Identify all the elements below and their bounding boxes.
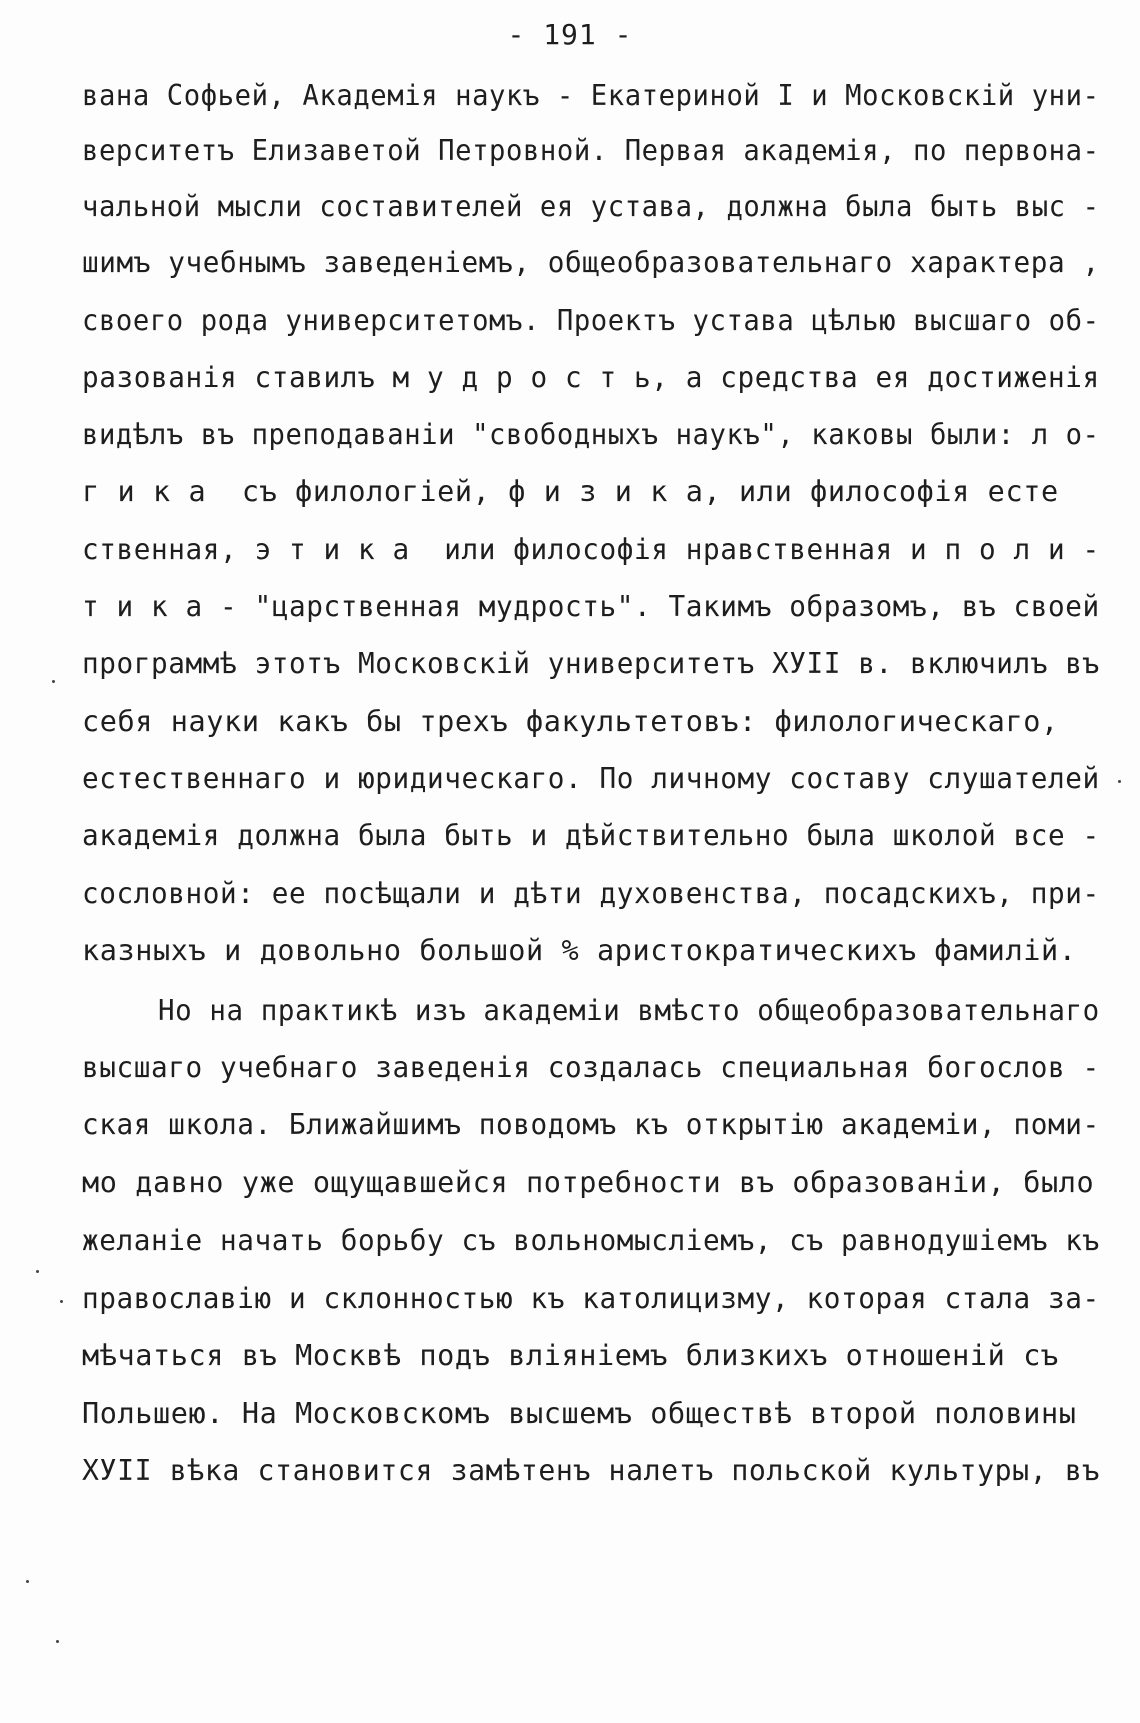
text-line-15: сословной: ее посѣщали и дѣти духовенства, посадскихъ, при- — [82, 877, 1100, 910]
text-line-5: своего рода университетомъ. Проектъ устава цѣлью высшаго об- — [82, 304, 1100, 337]
scan-speck — [60, 1300, 63, 1303]
text-line-14: академія должна была быть и дѣйствительно была школой все - — [82, 819, 1100, 852]
scan-speck — [56, 1640, 59, 1643]
text-line-3: чальной мысли составителей ея устава, должна была быть выс - — [82, 190, 1100, 223]
text-line-25: XУII вѣка становится замѣтенъ налетъ польской культуры, въ — [82, 1454, 1100, 1487]
text-line-19: ская школа. Ближайшимъ поводомъ къ открытію академіи, поми- — [82, 1108, 1100, 1141]
text-line-10: т и к а - "царственная мудрость". Такимъ образомъ, въ своей — [82, 590, 1100, 623]
scan-speck — [26, 1580, 29, 1583]
text-line-20: мо давно уже ощущавшейся потребности въ образованіи, было — [82, 1166, 1095, 1199]
text-line-7: видѣлъ въ преподаваніи "свободныхъ наукъ", каковы были: л о- — [82, 418, 1100, 451]
text-line-21: желаніе начать борьбу съ вольномысліемъ, съ равнодушіемъ къ — [82, 1224, 1100, 1257]
text-line-23: мѣчаться въ Москвѣ подъ вліяніемъ близкихъ отношеній съ — [82, 1339, 1059, 1372]
text-line-9: ственная, э т и к а или философія нравственная и п о л и - — [82, 533, 1100, 566]
text-line-6: разованія ставилъ м у д р о с т ь, а средства ея достиженія — [82, 361, 1100, 394]
text-line-1: вана Софьей, Академія наукъ - Екатериной I и Московскій уни- — [82, 79, 1100, 112]
text-line-12: себя науки какъ бы трехъ факультетовъ: филологическаго, — [82, 705, 1059, 738]
text-line-13: естественнаго и юридическаго. По личному составу слушателей — [82, 762, 1100, 795]
text-line-22: православію и склонностью къ католицизму, которая стала за- — [82, 1282, 1100, 1315]
page-number: - 191 - — [507, 18, 633, 51]
text-line-16: казныхъ и довольно большой % аристократическихъ фамилій. — [82, 934, 1077, 967]
text-line-4: шимъ учебнымъ заведеніемъ, общеобразовательнаго характера , — [82, 246, 1100, 279]
text-line-8: г и к а съ филологіей, ф и з и к а, или философія есте — [82, 475, 1059, 508]
text-line-11: программѣ этотъ Московскій университетъ XУII в. включилъ въ — [82, 647, 1100, 680]
scan-speck — [52, 680, 55, 683]
scan-speck — [1118, 780, 1121, 783]
scan-speck — [36, 1270, 39, 1273]
text-line-17: Но на практикѣ изъ академіи вмѣсто общеобразовательнаго — [158, 994, 1100, 1027]
text-line-2: верситетъ Елизаветой Петровной. Первая академія, по первона- — [82, 134, 1100, 167]
text-line-18: высшаго учебнаго заведенія создалась специальная богослов - — [82, 1051, 1100, 1084]
text-line-24: Польшею. На Московскомъ высшемъ обществѣ второй половины — [82, 1397, 1077, 1430]
